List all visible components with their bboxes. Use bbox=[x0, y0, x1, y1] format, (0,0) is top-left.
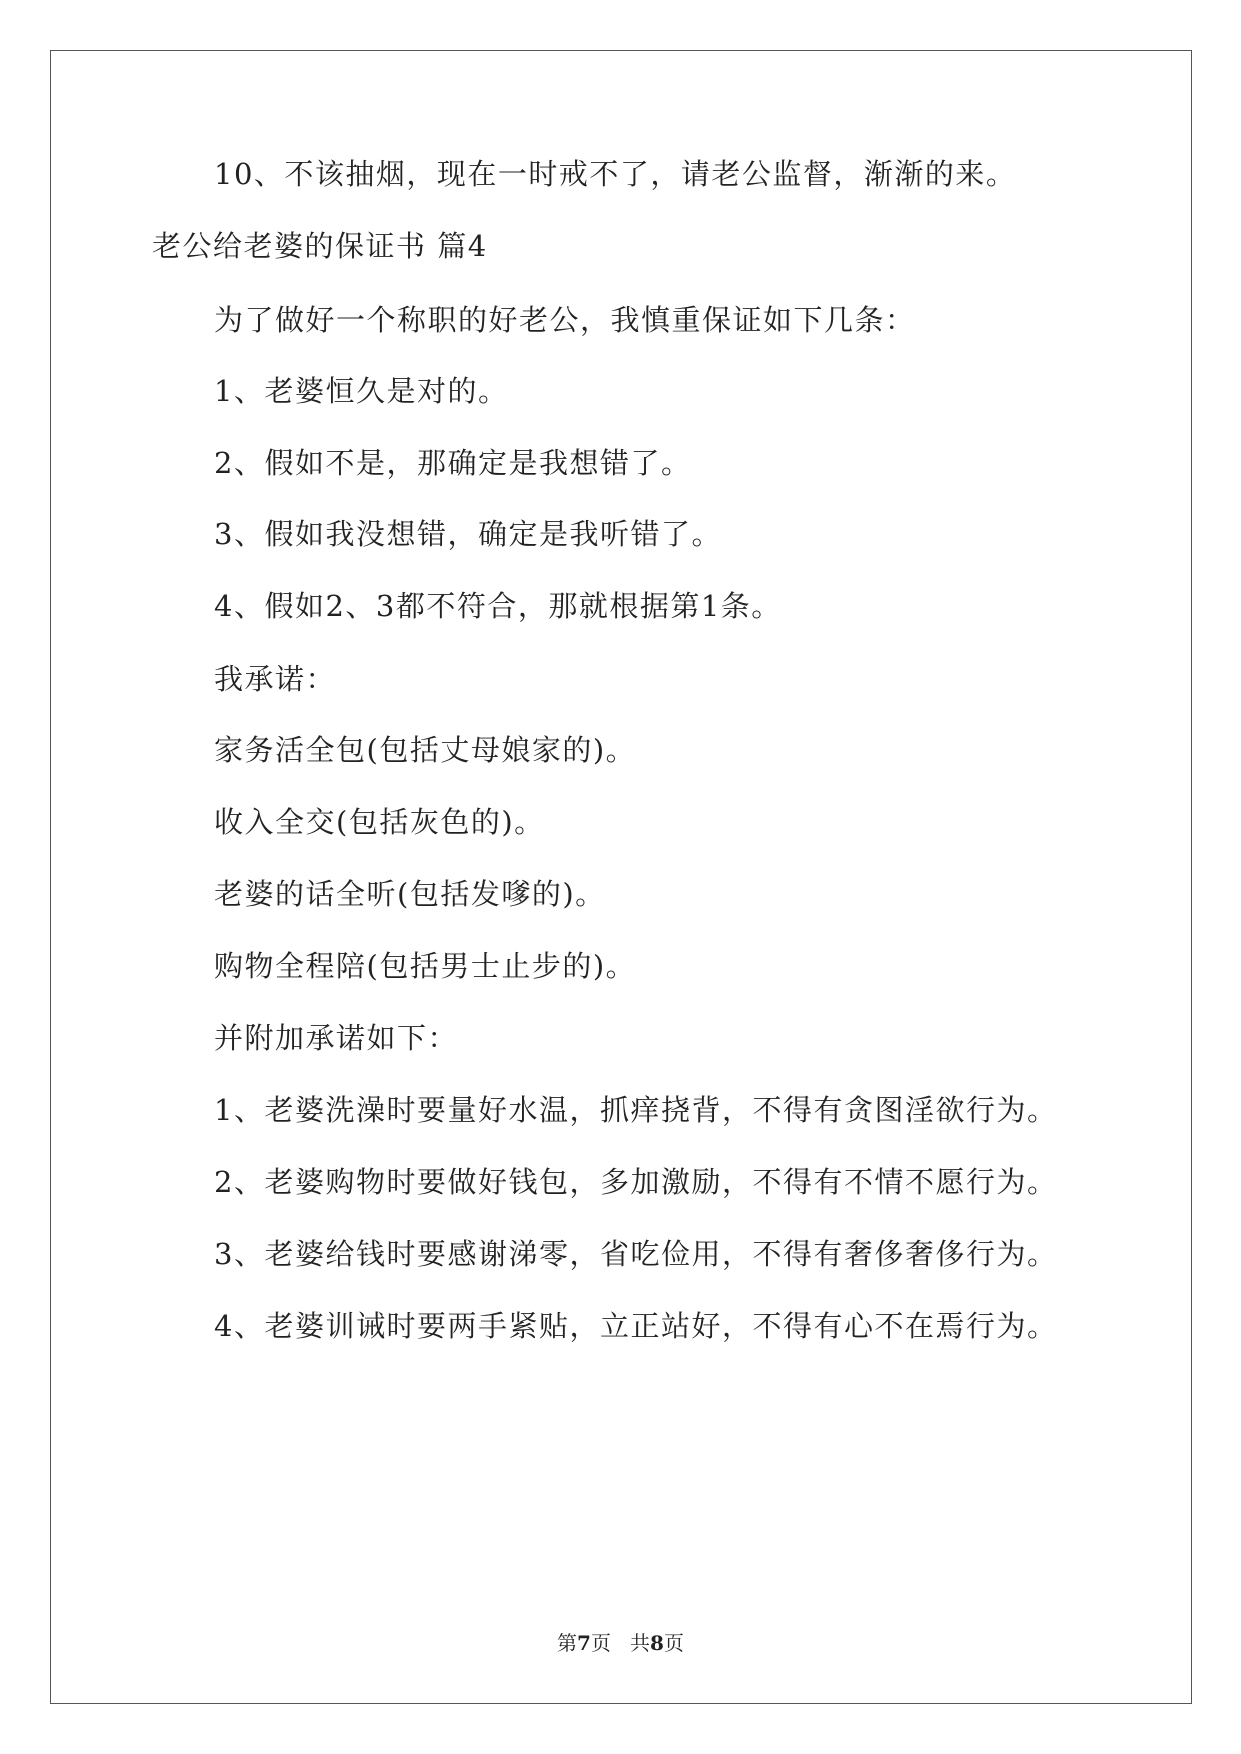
body-line-additional-1: 1、老婆洗澡时要量好水温，抓痒挠背，不得有贪图淫欲行为。 bbox=[214, 1093, 1058, 1127]
footer-page-prefix: 第 bbox=[557, 1631, 578, 1655]
body-line-promise-housework: 家务活全包(包括丈母娘家的)。 bbox=[214, 733, 637, 767]
body-line-rule-3: 3、假如我没想错，确定是我听错了。 bbox=[214, 517, 722, 551]
body-line-rule-2: 2、假如不是，那确定是我想错了。 bbox=[214, 446, 692, 480]
body-line-promise-income: 收入全交(包括灰色的)。 bbox=[214, 805, 545, 839]
footer-page-suffix: 页 bbox=[590, 1631, 611, 1655]
body-line-item-10: 10、不该抽烟，现在一时戒不了，请老公监督，渐渐的来。 bbox=[214, 157, 1017, 191]
body-line-intro: 为了做好一个称职的好老公，我慎重保证如下几条： bbox=[214, 303, 916, 337]
body-line-additional-heading: 并附加承诺如下： bbox=[214, 1021, 459, 1055]
body-line-promise-shopping: 购物全程陪(包括男士止步的)。 bbox=[214, 949, 637, 983]
body-line-additional-4: 4、老婆训诫时要两手紧贴，立正站好，不得有心不在焉行为。 bbox=[214, 1309, 1058, 1343]
footer-page-total: 8 bbox=[650, 1631, 664, 1655]
section-heading: 老公给老婆的保证书 篇4 bbox=[152, 229, 488, 263]
footer-page-current: 7 bbox=[577, 1631, 591, 1655]
body-line-additional-3: 3、老婆给钱时要感谢涕零，省吃俭用，不得有奢侈奢侈行为。 bbox=[214, 1237, 1058, 1271]
footer-total-suffix: 页 bbox=[663, 1631, 684, 1655]
body-line-additional-2: 2、老婆购物时要做好钱包，多加激励，不得有不情不愿行为。 bbox=[214, 1165, 1058, 1199]
body-line-promise-listen: 老婆的话全听(包括发嗲的)。 bbox=[214, 877, 606, 911]
body-line-rule-1: 1、老婆恒久是对的。 bbox=[214, 374, 509, 408]
body-line-promise-heading: 我承诺： bbox=[214, 662, 337, 696]
footer-total-prefix: 共 bbox=[630, 1631, 651, 1655]
body-line-rule-4: 4、假如2、3都不符合，那就根据第1条。 bbox=[214, 589, 782, 623]
page-footer bbox=[0, 1631, 1241, 1655]
